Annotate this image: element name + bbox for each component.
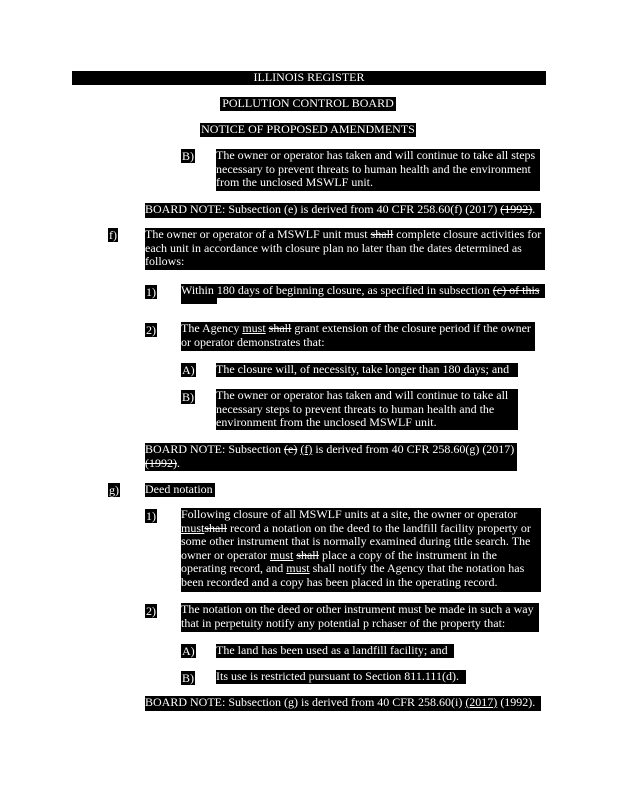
g2B-marker: B) — [182, 671, 194, 685]
e-B-marker: B) — [182, 149, 194, 163]
f-marker: f) — [109, 228, 117, 242]
g2-marker: 2) — [146, 604, 156, 618]
f2B-marker: B) — [182, 390, 194, 404]
g1-marker: 1) — [146, 509, 156, 523]
g-title: Deed notation — [145, 483, 215, 497]
g2-text: The notation on the deed or other instrument must be made in such a way that in perpetuity notify any potential p rchaser of the property that: — [181, 603, 539, 632]
f2B-text: The owner or operator has taken and will continue to take all necessary steps to prevent threats to human health and the environment from the unclosed MSWLF unit. — [216, 389, 518, 430]
notice-title: NOTICE OF PROPOSED AMENDMENTS — [201, 122, 415, 136]
g2A-marker: A) — [182, 644, 195, 658]
f2-marker: 2) — [146, 323, 156, 337]
f2A-marker: A) — [182, 363, 195, 377]
board-note-f: BOARD NOTE: Subsection (e) (f) is derived from 40 CFR 258.60(g) (2017) (1992). — [145, 443, 517, 471]
g-marker: g) — [109, 483, 119, 497]
e-B-text: The owner or operator has taken and will continue to take all steps necessary to prevent threats to human health and the environment from the unclosed MSWLF unit. — [216, 149, 540, 191]
f1-marker: 1) — [146, 285, 156, 299]
f1-text-tail — [181, 298, 217, 304]
f1-text: Within 180 days of beginning closure, as specified in subsection (c) of this . — [181, 284, 545, 298]
g2B-text: Its use is restricted pursuant to Section 811.111(d). — [216, 670, 466, 684]
f2-text: The Agency must shall grant extension of the closure period if the owner or operator demonstrates that: — [181, 322, 535, 351]
board-title: POLLUTION CONTROL BOARD — [220, 97, 396, 111]
board-note-e: BOARD NOTE: Subsection (e) is derived from 40 CFR 258.60(f) (2017) (1992). — [145, 203, 541, 218]
g2A-text: The land has been used as a landfill facility; and — [216, 644, 454, 658]
g1-text: Following closure of all MSWLF units at a site, the owner or operator mustshall record a notation on the deed to the landfill facility property or some other instrument that is normally examined during title search. The owner or operator must shall place a copy of the instrument in the operating record, and must shall notify the Agency that the notation has been recorded and a copy has been placed in the operating record. — [181, 508, 541, 592]
f-text: The owner or operator of a MSWLF unit must shall complete closure activities for each unit in accordance with closure plan no later than the dates determined as follows: — [145, 228, 545, 270]
f2A-text: The closure will, of necessity, take longer than 180 days; and — [216, 363, 518, 377]
register-title: ILLINOIS REGISTER — [72, 71, 546, 85]
board-note-g: BOARD NOTE: Subsection (g) is derived from 40 CFR 258.60(i) (2017) (1992). — [145, 696, 541, 711]
